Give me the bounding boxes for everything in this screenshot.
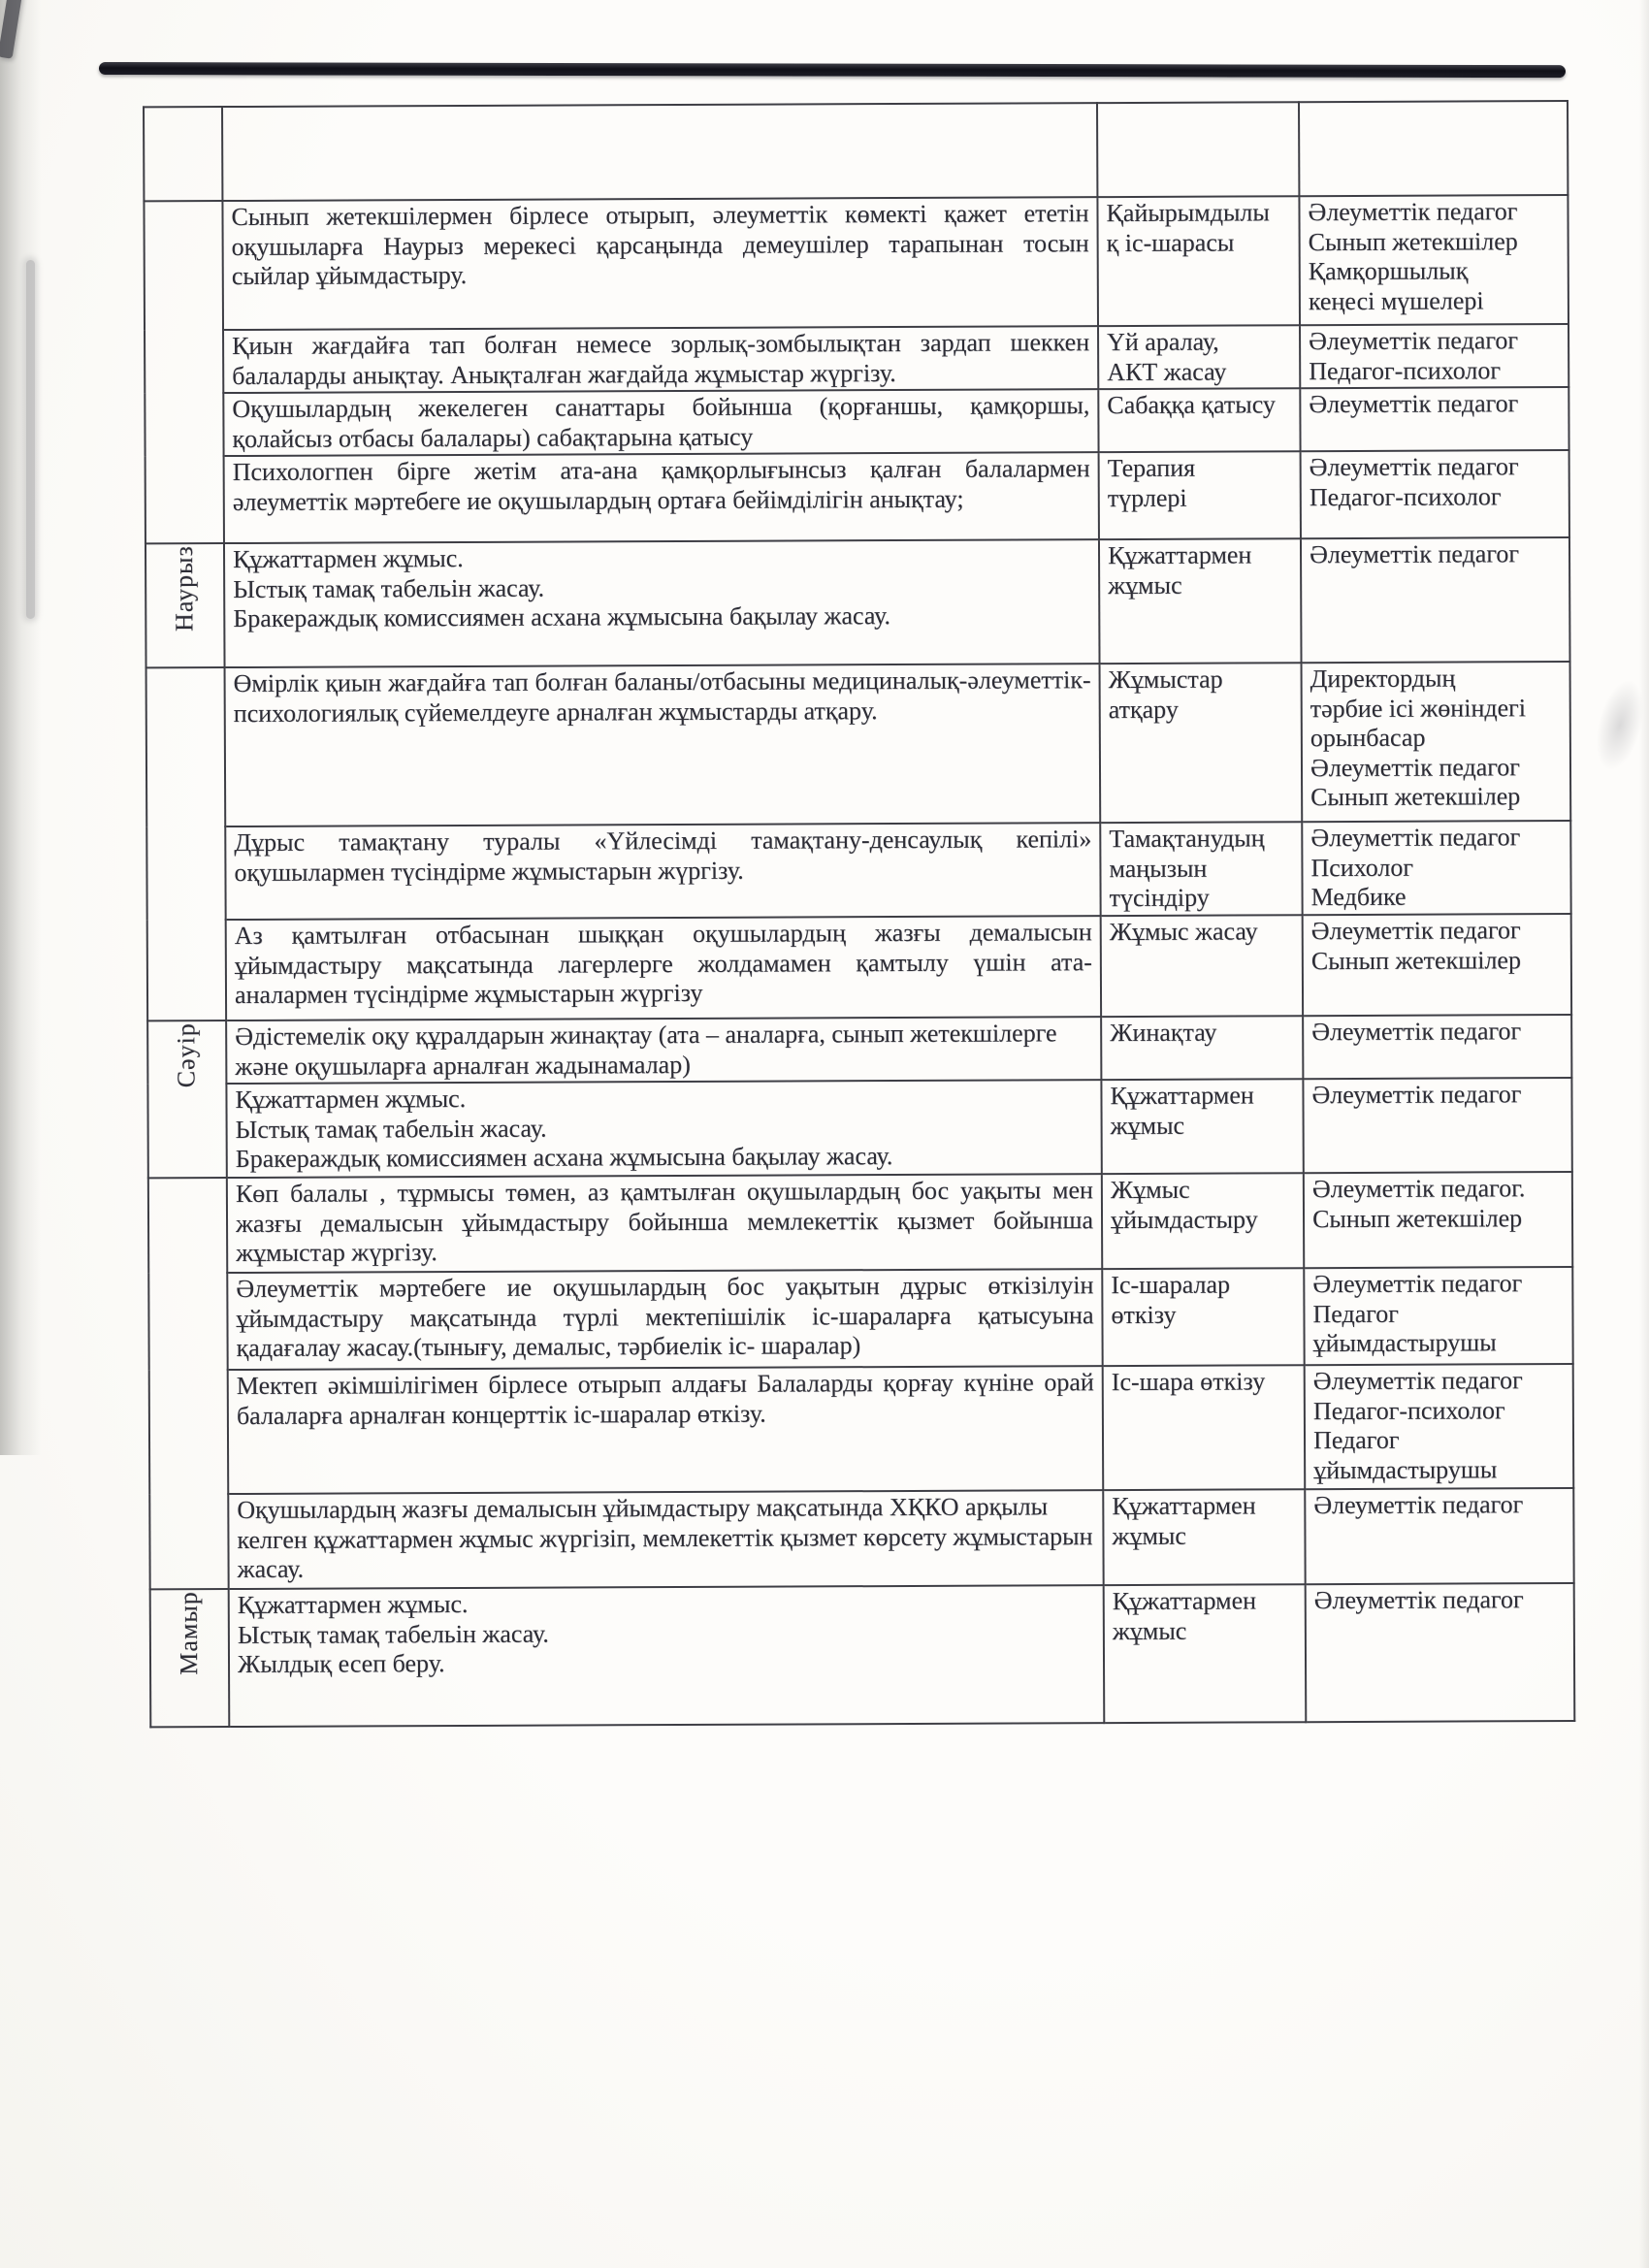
cell-line: АКТ жасау [1107, 357, 1227, 386]
cell-line: атқару [1108, 695, 1179, 724]
cell-line: Жұмыс жасау [1109, 917, 1258, 947]
month-cell [146, 667, 227, 1021]
cell-line: кеңесі мүшелері [1308, 285, 1484, 315]
cell-line: ұйымдастырушы [1313, 1454, 1498, 1484]
cell-line: Құжаттармен [1112, 1586, 1257, 1616]
month-label: Наурыз [170, 545, 199, 632]
activity-text: Ыстық тамақ табельін жасау. [235, 1114, 547, 1144]
activity-text: Бракераждық комиссиямен асхана жұмысына бақылау жасау. [235, 1142, 893, 1174]
table-row [147, 914, 1571, 1021]
table-row [149, 1364, 1574, 1494]
cell-line: Әлеуметтік педагог [1313, 1490, 1524, 1520]
cell-line: жұмыс [1110, 1111, 1185, 1140]
cell-line: орынбасар [1310, 723, 1426, 753]
work-form-cell [1104, 1584, 1307, 1723]
activity-text: Сынып жетекшілермен бірлесе отырып, әлеуметтік көмекті қажет ететін оқушыларға Наурыз мерекесі қарсаңында демеушілер тарапынан тосын сыйлар ұйымдастыру. [231, 199, 1089, 291]
responsible-cell [1305, 1488, 1573, 1584]
responsible-cell [1299, 195, 1568, 325]
activity-text: Бракераждық комиссиямен асхана жұмысына бақылау жасау. [233, 601, 891, 633]
cell-line: Жинақтау [1110, 1018, 1217, 1048]
cell-line: Педагог-психолог [1312, 1395, 1505, 1425]
cell-line: Директордың [1310, 664, 1456, 694]
activity-text: Психологпен бірге жетім ата-ана қамқорлығынсыз қалған балалармен әлеуметтік мәртебеге ие оқушылардың ортаға бейімділігін анықтау; [232, 454, 1090, 516]
cell-line: жұмыс [1108, 570, 1182, 599]
activity-text: Мектеп әкімшілігімен бірлесе отырып алдағы Балаларды қорғау күніне орай балаларға арналған концерттік іс-шаралар өткізу. [236, 1368, 1094, 1430]
activity-cell [227, 1269, 1102, 1370]
work-form-cell [1101, 1016, 1303, 1080]
activity-text: Оқушылардың жекелеген санаттары бойынша (қорғаншы, қамқоршы, қолайсыз отбасы балалары) сабақтарына қатысу [232, 391, 1090, 453]
activity-text: Өмірлік қиын жағдайға тап болған баланы/отбасыны медициналық-әлеуметтік-психологиялық сүйемелдеуге арналған жұмыстарды атқару. [233, 665, 1091, 728]
cell-line: Әлеуметтік педагог [1309, 389, 1519, 419]
cell-line: өткізу [1111, 1300, 1177, 1329]
responsible-cell [1302, 821, 1570, 915]
activity-text: Құжаттармен жұмыс. [232, 543, 464, 574]
cell-line: Әлеуметтік педагог [1310, 752, 1520, 782]
responsible-cell [1304, 1172, 1572, 1268]
cell-line: Әлеуметтік педагог. [1311, 1174, 1526, 1204]
cell-line: ұйымдастыру [1110, 1204, 1258, 1234]
activity-text: Аз қамтылған отбасынан шыққан оқушылардың жазғы демалысын ұйымдастыру мақсатында лагерлерге жолдамамен қамтылу үшін ата-аналармен түсіндірме жұмыстарын жүргізу [234, 918, 1092, 1010]
responsible-cell [1303, 1015, 1571, 1079]
cell-line: Әлеуметтік педагог [1312, 1366, 1523, 1396]
cell-line: Педагог [1312, 1425, 1400, 1455]
cell-line: Қайырымдылы [1106, 198, 1270, 228]
cell-line: Әлеуметтік педагог [1309, 539, 1520, 569]
month-cell [147, 1021, 227, 1178]
responsible-cell [1301, 450, 1569, 538]
responsible-cell [1300, 324, 1568, 388]
cell-line: Тамақтанудың [1109, 824, 1265, 854]
responsible-cell [1303, 914, 1571, 1016]
cell-line: Педагог-психолог [1309, 481, 1502, 511]
cell-line: түсіндіру [1109, 883, 1210, 913]
cell-line: Құжаттармен [1107, 540, 1252, 570]
cell-line: Сынып жетекшілер [1310, 945, 1521, 975]
cell-line: Педагог-психолог [1309, 355, 1502, 385]
work-form-cell [1100, 822, 1302, 916]
activity-cell [224, 539, 1100, 667]
activity-cell [223, 326, 1098, 393]
cell-line: Әлеуметтік педагог [1310, 823, 1521, 853]
month-label: Сәуір [172, 1022, 201, 1088]
work-form-cell [1102, 1173, 1304, 1269]
table-row [145, 387, 1568, 456]
table-row [146, 450, 1569, 543]
activity-cell [226, 1017, 1101, 1084]
table-row [144, 195, 1568, 330]
activity-text: Ыстық тамақ табельін жасау. [237, 1619, 549, 1649]
activity-text: Құжаттармен жұмыс. [235, 1084, 467, 1115]
cell-line: Үй аралау, [1107, 327, 1219, 357]
activity-cell [228, 1490, 1103, 1589]
responsible-cell [1305, 1364, 1574, 1489]
cell-line: Сынып жетекшілер [1310, 782, 1521, 812]
cell-line: Әлеуметтік педагог [1308, 197, 1518, 227]
work-form-cell [1101, 915, 1303, 1017]
cell-line: Сынып жетекшілер [1311, 1203, 1523, 1233]
cell-line: Құжаттармен [1110, 1081, 1254, 1111]
activity-cell [228, 1366, 1104, 1494]
work-form-cell [1103, 1489, 1305, 1585]
responsible-cell [1301, 537, 1570, 663]
activity-cell [222, 197, 1098, 330]
activity-cell [223, 389, 1098, 456]
table-row [148, 1172, 1572, 1273]
month-cell [144, 201, 224, 543]
table-row [147, 1078, 1571, 1178]
activity-text: Ыстық тамақ табельін жасау. [233, 573, 545, 603]
cell-line: Жұмыс [1110, 1175, 1190, 1205]
work-form-cell [1099, 538, 1302, 664]
work-form-cell [1097, 196, 1300, 326]
activity-text: Құжаттармен жұмыс. [237, 1589, 469, 1620]
month-cell [150, 1589, 230, 1727]
table-row [145, 324, 1568, 393]
responsible-cell [1303, 1078, 1571, 1173]
cell-line: жұмыс [1112, 1616, 1187, 1645]
activity-text: Көп балалы , тұрмысы төмен, аз қамтылған оқушылардың бос уақыты мен жазғы демалысын ұйымдастыру бойынша мемлекеттік қызмет бойынша жұмыстар жүргізу. [235, 1176, 1094, 1268]
cell-line: Жұмыстар [1108, 664, 1223, 695]
activity-cell [227, 1174, 1102, 1273]
work-form-cell [1098, 388, 1300, 452]
cell-line: Әлеуметтік педагог [1309, 452, 1519, 482]
cell-line: Сынып жетекшілер [1308, 226, 1518, 256]
cell-line: Психолог [1310, 853, 1414, 882]
cell-line: Әлеуметтік педагог [1313, 1585, 1524, 1615]
cell-line: Әлеуметтік педагог [1311, 1080, 1522, 1110]
cell-line: Қамқоршылық [1308, 256, 1469, 286]
cell-line: Медбике [1310, 882, 1406, 912]
header-cell [222, 103, 1097, 201]
activity-cell [224, 452, 1099, 543]
header-cell [144, 107, 222, 201]
table-row [146, 662, 1571, 826]
cell-line: Әлеуметтік педагог [1310, 916, 1521, 946]
plan-table-body [144, 101, 1574, 1727]
work-form-cell [1100, 663, 1303, 823]
activity-cell [226, 916, 1101, 1021]
activity-cell [225, 823, 1100, 920]
monthly-plan-table [143, 100, 1575, 1728]
activity-text: Қиын жағдайға тап болған немесе зорлық-зомбылықтан зардап шеккен балаларды анықтау. Анықталған жағдайда жұмыстар жүргізу. [232, 328, 1090, 390]
cell-line: жұмыс [1112, 1521, 1186, 1550]
activity-cell [226, 1080, 1101, 1178]
cell-line: Терапия [1107, 453, 1196, 483]
cell-line: қ іс-шарасы [1106, 228, 1235, 257]
cell-line: түрлері [1107, 483, 1187, 512]
cell-line: Құжаттармен [1112, 1491, 1256, 1521]
responsible-cell [1304, 1267, 1572, 1365]
table-row [149, 1488, 1573, 1589]
cell-line: Іс-шаралар [1111, 1270, 1231, 1300]
scan-left-streak [26, 260, 35, 619]
cell-line: Әлеуметтік педагог [1309, 326, 1519, 356]
responsible-cell [1302, 662, 1571, 822]
table-header-row [144, 101, 1568, 201]
header-cell [1097, 102, 1299, 197]
cell-line: Әлеуметтік педагог [1312, 1269, 1523, 1299]
responsible-cell [1300, 387, 1568, 451]
activity-text: Әлеуметтік мәртебеге ие оқушылардың бос уақытын дұрыс өткізілуін ұйымдастыру мақсатында түрлі мектепішілік іс-шараларға қатысуына қадағалау жасау.(тынығу, демалыс, тәрбиелік іс- шаралар) [236, 1271, 1094, 1363]
work-form-cell [1099, 451, 1301, 539]
activity-text: Дұрыс тамақтану туралы «Үйлесімді тамақтану-денсаулық кепілі» оқушылармен түсіндірме жұмыстарын жүргізу. [234, 825, 1092, 887]
activity-text: Оқушылардың жазғы демалысын ұйымдастыру мақсатында ХҚКО арқылы келген құжаттармен жұмыс жүргізіп, мемлекеттік қызмет көрсету жұмыстарын жасау. [237, 1492, 1093, 1584]
table-row [146, 537, 1570, 667]
work-form-cell [1098, 325, 1300, 389]
cell-line: Іс-шара өткізу [1111, 1367, 1266, 1397]
activity-cell [225, 664, 1101, 826]
work-form-cell [1103, 1365, 1306, 1490]
cell-line: Сабаққа қатысу [1107, 390, 1276, 420]
month-cell [146, 543, 225, 667]
table-row [148, 1267, 1572, 1370]
work-form-cell [1101, 1079, 1303, 1174]
work-form-cell [1102, 1268, 1304, 1366]
activity-text: Жылдық есеп беру. [237, 1649, 445, 1679]
header-cell [1299, 101, 1568, 196]
cell-line: Әлеуметтік педагог [1311, 1017, 1522, 1047]
table-row [146, 821, 1570, 920]
table-row [147, 1015, 1571, 1084]
month-cell [148, 1178, 229, 1589]
activity-cell [229, 1585, 1105, 1727]
scan-left-edge-shadow [0, 0, 47, 1455]
scan-top-line [99, 62, 1566, 78]
activity-text: Әдістемелік оқу құралдарын жинақтау (ата – аналарға, сынып жетекшілерге және оқушыларға арналған жадынамалар) [235, 1019, 1057, 1081]
cell-line: тәрбие ісі жөніндегі [1310, 693, 1527, 723]
responsible-cell [1306, 1583, 1575, 1722]
scan-right-edge-shadow [1639, 0, 1649, 2268]
cell-line: маңызын [1109, 854, 1208, 883]
cell-line: ұйымдастырушы [1312, 1328, 1497, 1358]
table-row [150, 1583, 1575, 1727]
cell-line: Педагог [1312, 1299, 1399, 1328]
month-label: Мамыр [174, 1591, 204, 1675]
